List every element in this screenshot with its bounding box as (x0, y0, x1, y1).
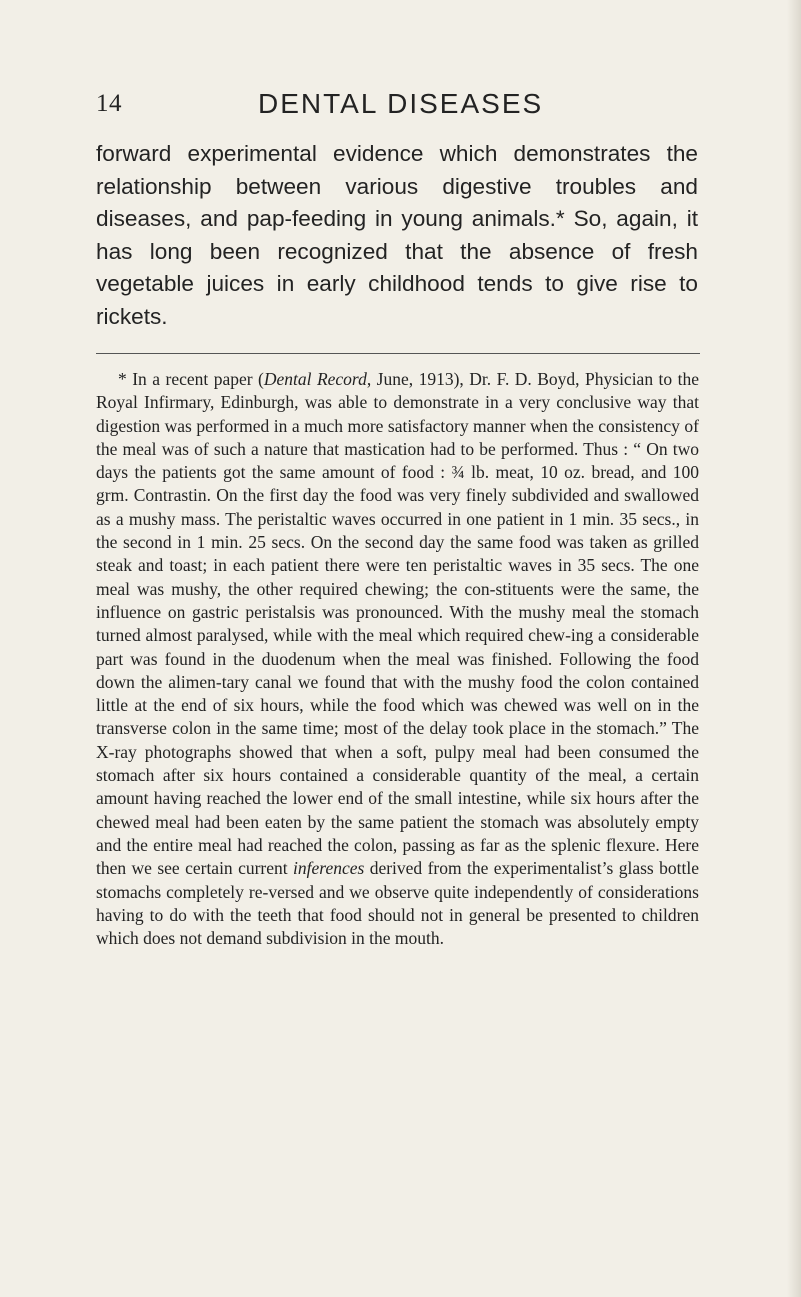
footnote-text-part3: derived from the experimentalist’s glass bottle stomachs completely re-versed and we observe quite independently of considerations having to do with the teeth that food should not in general be presented to children which does not demand subdivision in the mouth. (96, 858, 699, 949)
footnote-divider (96, 353, 700, 354)
footnote-text-part1: * In a recent paper ( (118, 369, 264, 389)
page-number: 14 (96, 90, 122, 117)
body-paragraph: forward experimental evidence which demonstrates the relationship between various digestive troubles and diseases, and pap-feeding in young animals.* So, again, it has long been recognized that the absence of fresh vegetable juices in early childhood tends to give rise to rickets. (96, 141, 698, 329)
footnote-inferences: inferences (293, 858, 365, 879)
page-header (0, 86, 801, 126)
page-edge-shadow (787, 0, 801, 1297)
footnote (96, 368, 699, 950)
footnote-journal-title: Dental Record (263, 369, 367, 389)
footnote-text-part2: , June, 1913), Dr. F. D. Boyd, Physician to the Royal Infirmary, Edinburgh, was able to demonstrate in a very conclusive way that digestion was performed in a much more satisfactory manner when the consistency of the meal was of such a nature that mastication had to be performed. Thus : “ On two days the patients got the same amount of food : ¾ lb. meat, 10 oz. bread, and 100 grm. Contrastin. On the first day the food was very finely subdivided and swallowed as a mushy mass. The peristaltic waves occurred in one patient in 1 min. 35 secs., in the second in 1 min. 25 secs. On the second day the same food was taken as grilled steak and toast; in each patient there were ten peristaltic waves in 35 secs. The one meal was mushy, the other required chewing; the con-stituents were the same, the influence on gastric peristalsis was pronounced. With the mushy meal the stomach turned almost paralysed, while with the meal which required chew-ing a considerable part was found in the duodenum when the meal was finished. Following the food down the alimen-tary canal we found that with the mushy food the colon contained little at the end of six hours, while the food which was chewed was well on in the transverse colon in the same time; most of the delay took place in the stomach.” The X-ray photographs showed that when a soft, pulpy meal had been consumed the stomach after six hours contained a considerable quantity of the meal, a certain amount having reached the lower end of the small intestine, while six hours after the chewed meal had been eaten by the same patient the stomach was absolutely empty and the entire meal had reached the colon, passing as far as the splenic flexure. Here then we see certain current (96, 369, 699, 879)
running-head: DENTAL DISEASES (258, 88, 544, 119)
